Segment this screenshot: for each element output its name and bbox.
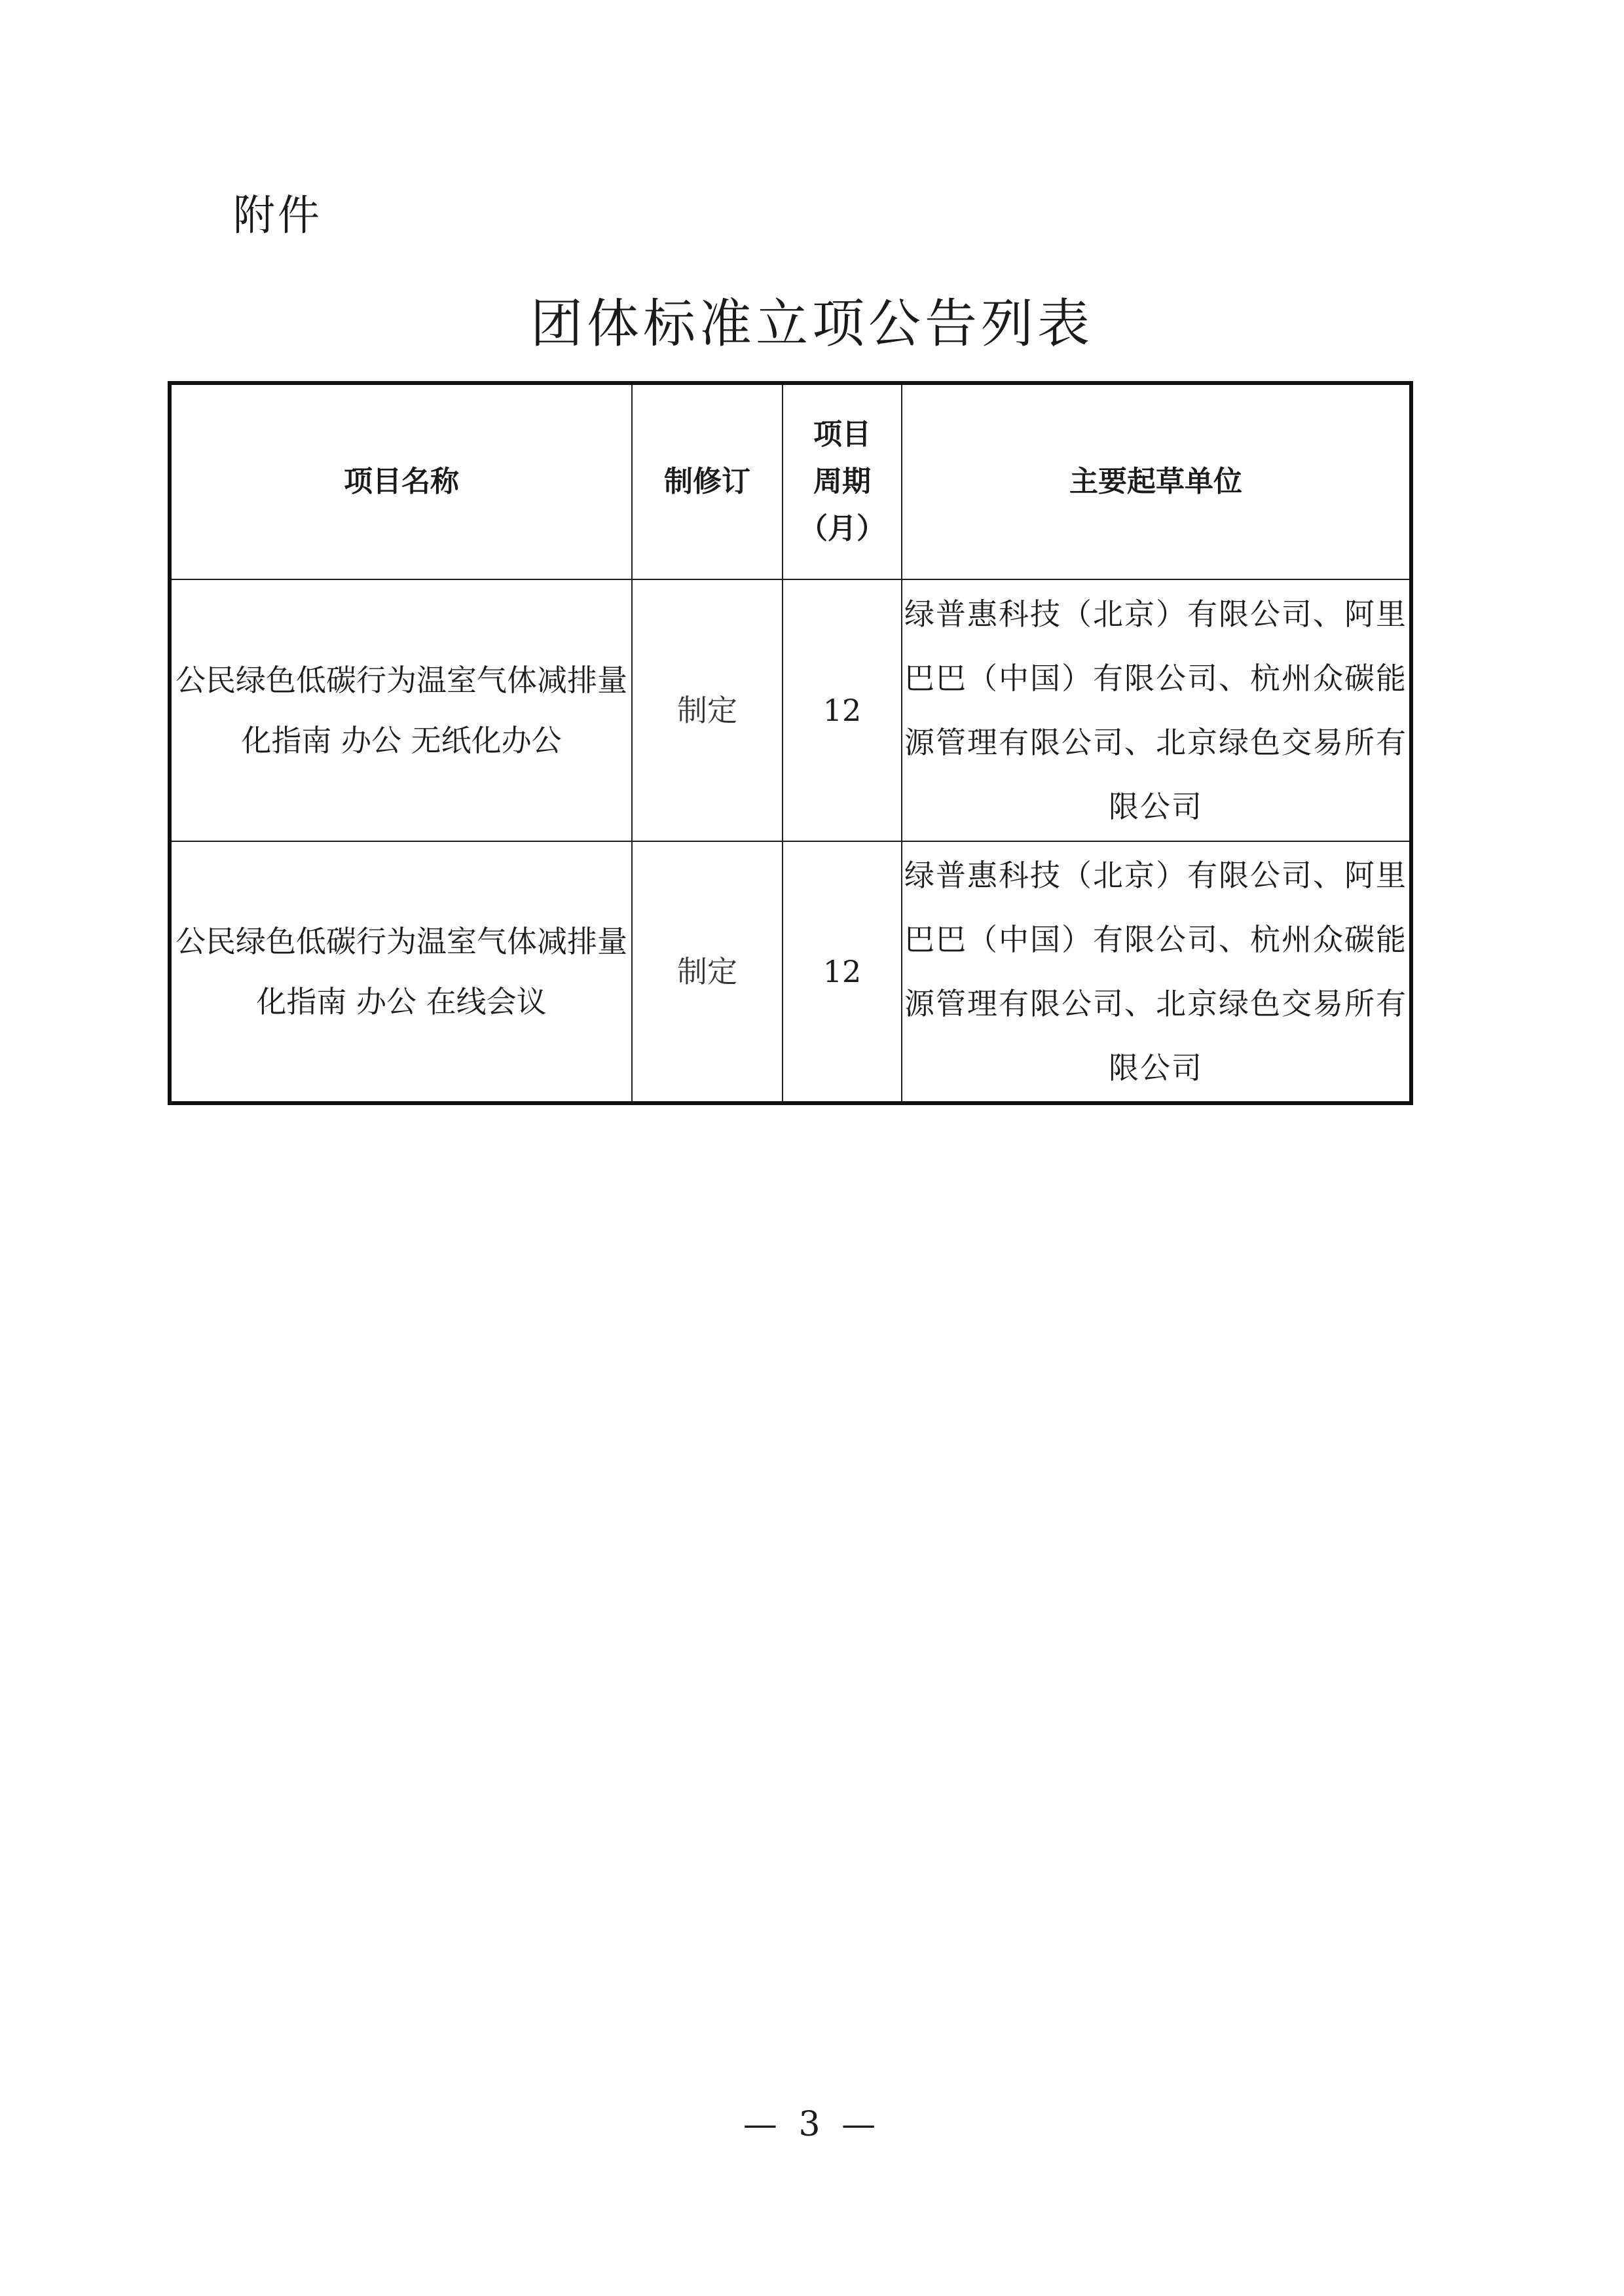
header-project-name: 项目名称 bbox=[170, 383, 632, 579]
project-table-container bbox=[168, 381, 1409, 1105]
header-revision: 制修订 bbox=[632, 383, 783, 579]
drafting-units-cell: 绿普惠科技（北京）有限公司、阿里巴巴（中国）有限公司、杭州众碳能源管理有限公司、北京绿色交易所有限公司 bbox=[902, 579, 1411, 841]
header-cycle-line-3: （月） bbox=[799, 512, 885, 545]
header-cycle-line-2: 周期 bbox=[813, 465, 871, 498]
revision-cell: 制定 bbox=[632, 841, 783, 1103]
header-cycle-line-1: 项目 bbox=[813, 418, 871, 451]
header-drafting-units: 主要起草单位 bbox=[902, 383, 1411, 579]
revision-cell: 制定 bbox=[632, 579, 783, 841]
project-name-cell: 公民绿色低碳行为温室气体减排量化指南 办公 在线会议 bbox=[170, 841, 632, 1103]
table-row bbox=[170, 841, 1411, 1103]
project-table bbox=[168, 381, 1413, 1105]
attachment-label: 附件 bbox=[233, 192, 322, 240]
header-project-cycle bbox=[783, 383, 902, 579]
project-name-cell: 公民绿色低碳行为温室气体减排量化指南 办公 无纸化办公 bbox=[170, 579, 632, 841]
cycle-cell: 12 bbox=[783, 841, 902, 1103]
drafting-units-cell: 绿普惠科技（北京）有限公司、阿里巴巴（中国）有限公司、杭州众碳能源管理有限公司、北京绿色交易所有限公司 bbox=[902, 841, 1411, 1103]
document-title: 团体标准立项公告列表 bbox=[530, 293, 1094, 354]
page-number: — 3 — bbox=[743, 2105, 881, 2144]
cycle-cell: 12 bbox=[783, 579, 902, 841]
table-header-row bbox=[170, 383, 1411, 579]
table-row bbox=[170, 579, 1411, 841]
